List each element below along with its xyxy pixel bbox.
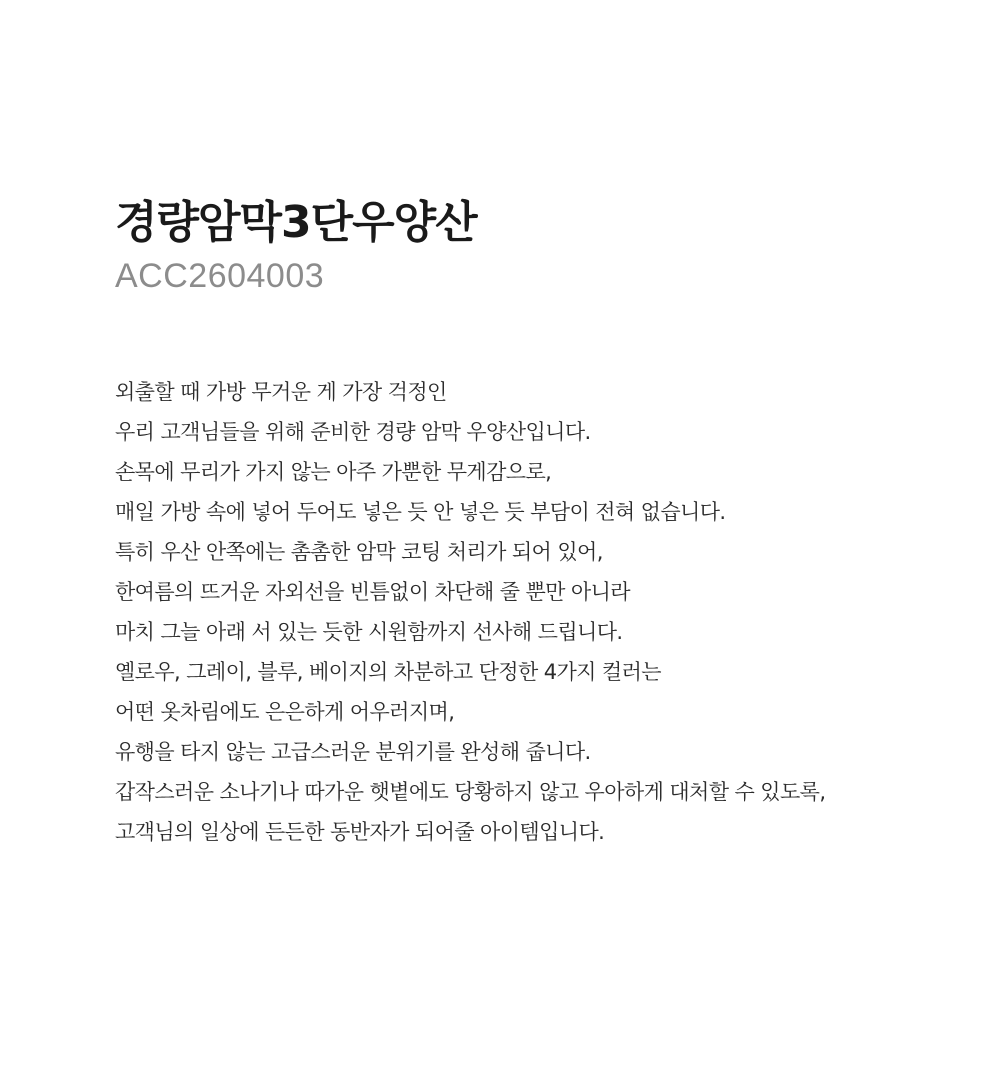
description-line: 갑작스러운 소나기나 따가운 햇볕에도 당황하지 않고 우아하게 대처할 수 있도록, (115, 780, 826, 804)
description-line: 옐로우, 그레이, 블루, 베이지의 차분하고 단정한 4가지 컬러는 (115, 660, 661, 684)
description-line: 손목에 무리가 가지 않는 아주 가뿐한 무게감으로, (115, 460, 552, 484)
description-line: 매일 가방 속에 넣어 두어도 넣은 듯 안 넣은 듯 부담이 전혀 없습니다. (115, 500, 726, 524)
product-title: 경량암막3단우양산 (115, 197, 477, 248)
description-line: 한여름의 뜨거운 자외선을 빈틈없이 차단해 줄 뿐만 아니라 (115, 580, 630, 604)
product-header (115, 194, 975, 298)
description-line: 고객님의 일상에 든든한 동반자가 되어줄 아이템입니다. (115, 820, 605, 844)
description-line: 마치 그늘 아래 서 있는 듯한 시원함까지 선사해 드립니다. (115, 620, 623, 644)
description-line: 어떤 옷차림에도 은은하게 어우러지며, (115, 700, 455, 724)
product-code: ACC2604003 (115, 257, 325, 295)
description-line: 외출할 때 가방 무거운 게 가장 걱정인 (115, 380, 447, 404)
description-line: 유행을 타지 않는 고급스러운 분위기를 완성해 줍니다. (115, 740, 591, 764)
product-description (115, 372, 985, 852)
description-line: 특히 우산 안쪽에는 촘촘한 암막 코팅 처리가 되어 있어, (115, 540, 603, 564)
description-line: 우리 고객님들을 위해 준비한 경량 암막 우양산입니다. (115, 420, 591, 444)
